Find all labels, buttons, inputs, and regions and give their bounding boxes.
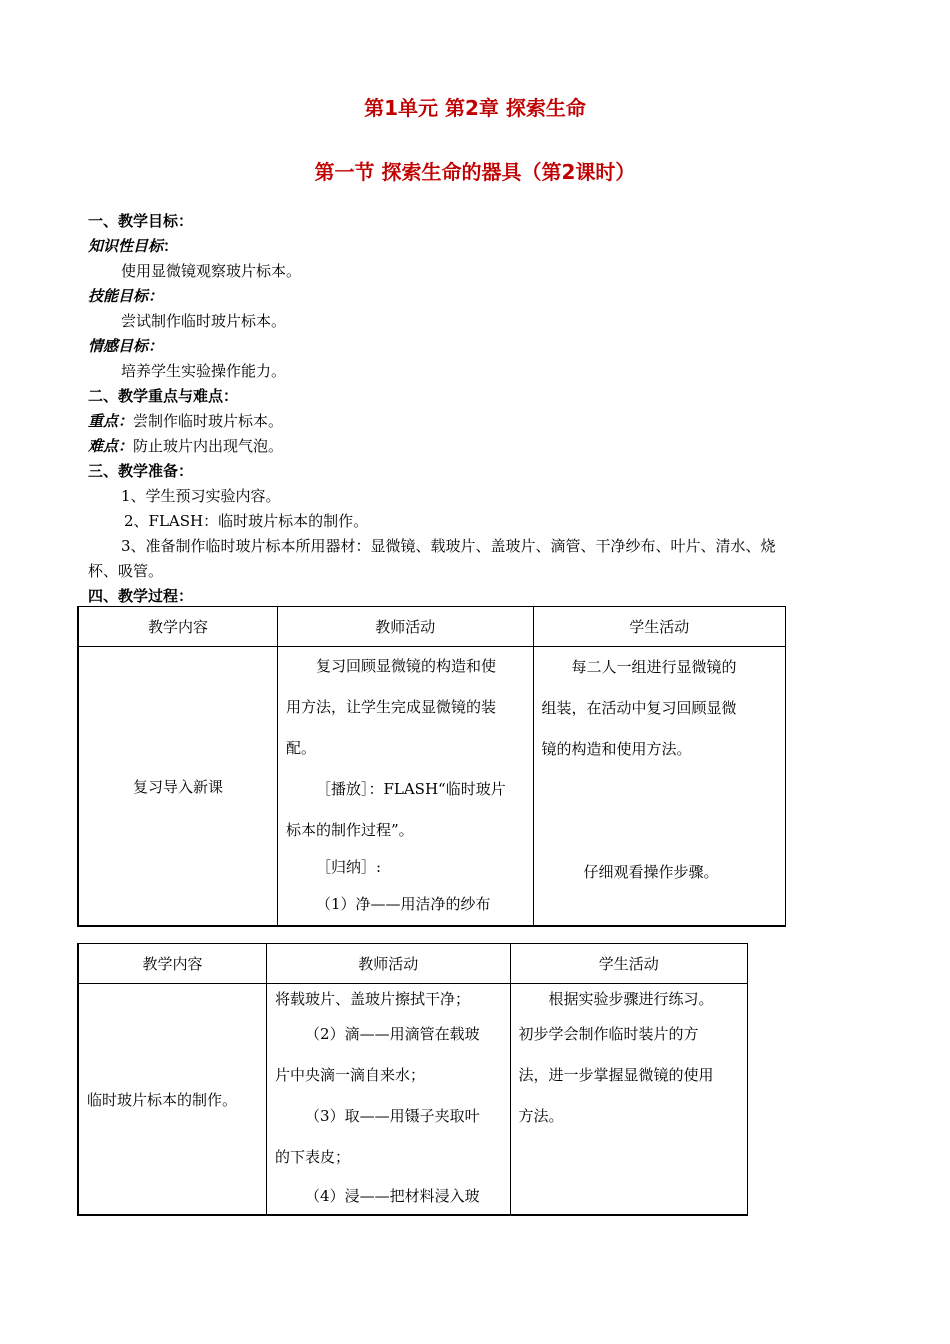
table2-teacher-line: （4）浸——把材料浸入玻 — [305, 1187, 480, 1205]
table1-content-cell: 复习导入新课 — [78, 647, 277, 927]
skill-goal-text: 尝试制作临时玻片标本。 — [121, 312, 287, 330]
table2-header-student: 学生活动 — [510, 944, 747, 984]
table1-teacher-line: 配。 — [285, 739, 316, 757]
table1-teacher-line: 用方法，让学生完成显微镜的装 — [285, 698, 496, 716]
table1-student-line: 组装，在活动中复习回顾显微 — [541, 699, 737, 717]
lesson-table-2 — [77, 943, 748, 1216]
table2-header-content: 教学内容 — [78, 944, 267, 984]
key-point-text: 尝制作临时玻片标本。 — [133, 412, 284, 430]
section-title: 第一节 探索生命的器具（第2课时） — [314, 160, 636, 184]
key-point — [88, 411, 283, 431]
table2-student-line: 方法。 — [518, 1107, 564, 1125]
table1-teacher-line: ［播放］：FLASH“临时玻片 — [315, 780, 506, 798]
prep-item-3: 3、准备制作临时玻片标本所用器材：显微镜、载玻片、盖玻片、滴管、干净纱布、叶片、清水、烧 — [121, 537, 776, 555]
skill-goal-label: 技能目标： — [88, 287, 164, 305]
prep-heading: 三、教学准备： — [88, 462, 194, 480]
emotion-goal-label: 情感目标： — [88, 337, 164, 355]
table1-teacher-line: ［归纳］: — [315, 858, 382, 876]
lesson-table-1 — [77, 606, 786, 927]
table2-student-line: 根据实验步骤进行练习。 — [548, 990, 714, 1008]
process-heading: 四、教学过程： — [88, 587, 194, 605]
table1-teacher-line: 标本的制作过程”。 — [285, 821, 414, 839]
table1-student-line: 镜的构造和使用方法。 — [541, 740, 692, 758]
objectives-heading: 一、教学目标： — [88, 212, 194, 230]
table2-student-line: 法，进一步掌握显微镜的使用 — [518, 1066, 714, 1084]
knowledge-goal-label — [88, 236, 178, 256]
table1-header-content: 教学内容 — [78, 607, 277, 647]
table2-student-cell — [510, 984, 747, 1216]
table1-header-teacher: 教师活动 — [277, 607, 533, 647]
table2-content-cell: 临时玻片标本的制作。 — [78, 984, 267, 1216]
knowledge-goal-label-text: 知识性目标 — [88, 237, 164, 255]
prep-item-3-cont: 杯、吸管。 — [88, 562, 164, 580]
table2-teacher-line: （2）滴——用滴管在载玻 — [305, 1025, 480, 1043]
table1-student-line: 每二人一组进行显微镜的 — [571, 658, 737, 676]
table2-teacher-line: 片中央滴一滴自来水； — [275, 1066, 426, 1084]
table1-student-cell — [533, 647, 786, 927]
table2-teacher-line: 将载玻片、盖玻片擦拭干净； — [275, 990, 471, 1008]
difficulty-point — [88, 436, 283, 456]
keypoints-heading: 二、教学重点与难点： — [88, 387, 239, 405]
table2-teacher-line: 的下表皮； — [275, 1148, 351, 1166]
table2-teacher-line: （3）取——用镊子夹取叶 — [305, 1107, 480, 1125]
knowledge-goal-colon: ： — [163, 237, 179, 255]
difficulty-label: 难点： — [88, 437, 134, 455]
table2-teacher-cell — [267, 984, 511, 1216]
table1-header-student: 学生活动 — [533, 607, 786, 647]
difficulty-text: 防止玻片内出现气泡。 — [133, 437, 284, 455]
document-title: 第1单元 第2章 探索生命 — [364, 96, 586, 120]
table1-teacher-cell — [277, 647, 533, 927]
knowledge-goal-text: 使用显微镜观察玻片标本。 — [121, 262, 302, 280]
table1-teacher-line: （1）净——用洁净的纱布 — [315, 895, 491, 913]
table1-student-line: 仔细观看操作步骤。 — [583, 863, 719, 881]
table1-teacher-line: 复习回顾显微镜的构造和使 — [315, 657, 496, 675]
prep-item-1: 1、学生预习实验内容。 — [121, 487, 281, 505]
emotion-goal-text: 培养学生实验操作能力。 — [121, 362, 287, 380]
table2-student-line: 初步学会制作临时装片的方 — [518, 1025, 699, 1043]
prep-item-2: 2、FLASH：临时玻片标本的制作。 — [124, 512, 369, 530]
table2-header-teacher: 教师活动 — [267, 944, 511, 984]
key-point-label: 重点： — [88, 412, 134, 430]
